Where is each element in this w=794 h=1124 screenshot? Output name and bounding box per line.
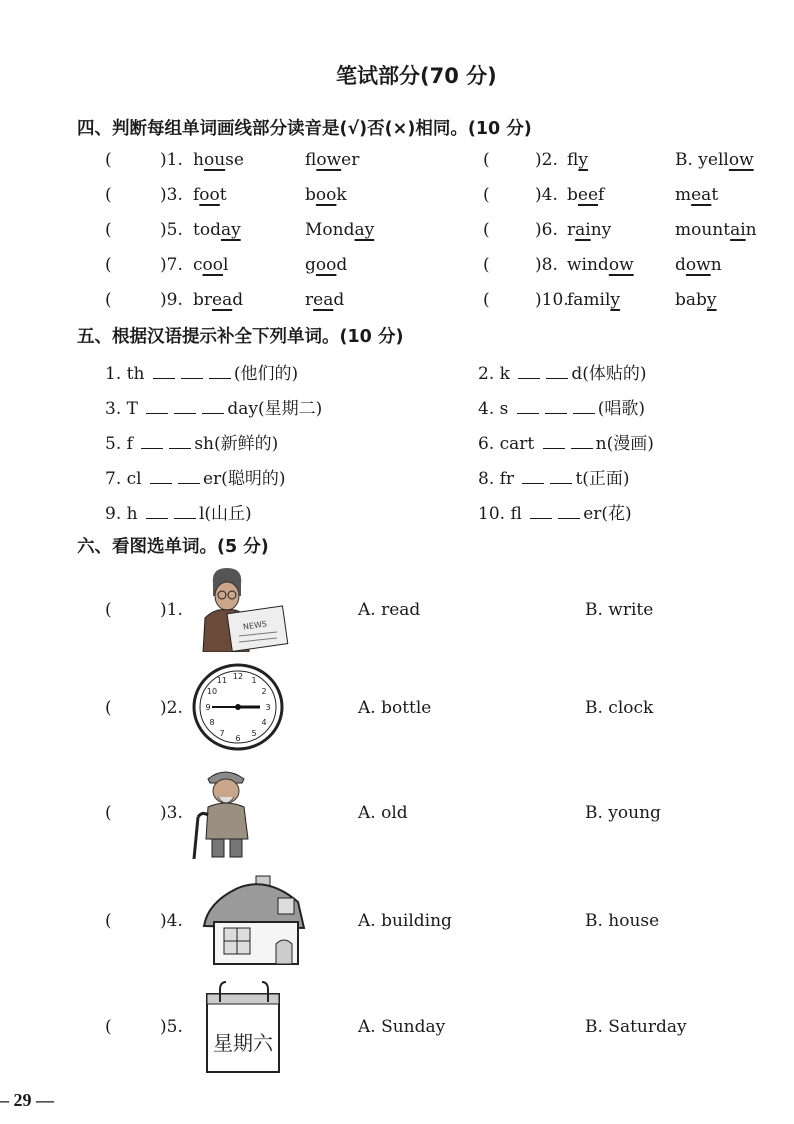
word-2 <box>305 255 347 275</box>
letter-blank[interactable] <box>169 434 191 449</box>
option-a[interactable]: A. building <box>358 911 452 931</box>
word-part: f <box>598 185 605 205</box>
word-part: n <box>710 255 722 275</box>
fill-in-item[interactable] <box>105 394 322 419</box>
answer-paren[interactable]: ( <box>105 600 112 620</box>
letter-blank[interactable] <box>550 469 572 484</box>
option-a[interactable]: A. Sunday <box>358 1017 446 1037</box>
item-number: )5. <box>160 220 183 240</box>
word-part: d <box>232 290 244 310</box>
letter-blank[interactable] <box>150 469 172 484</box>
svg-text:8: 8 <box>209 718 215 727</box>
answer-paren[interactable]: ( <box>483 220 490 240</box>
word-1 <box>567 185 604 205</box>
word-part: fl <box>305 150 317 170</box>
underlined-part: ou <box>203 150 226 170</box>
word-part: n <box>745 220 757 240</box>
section-6-heading: 六、看图选单词。(5 分) <box>77 537 269 557</box>
small-house-picture <box>198 872 310 968</box>
fill-in-item[interactable] <box>478 429 654 454</box>
word-start: 5. f <box>105 434 133 454</box>
word-part: t <box>711 185 719 205</box>
word-part: ny <box>590 220 612 240</box>
word-part: g <box>305 255 316 275</box>
option-b[interactable]: B. house <box>585 911 660 931</box>
word-part: Mond <box>305 220 355 240</box>
item-number: )7. <box>160 255 183 275</box>
fill-in-item[interactable] <box>105 429 278 454</box>
old-man-with-cane-picture <box>190 765 260 861</box>
word-start: 6. cart <box>478 434 535 454</box>
fill-in-item[interactable] <box>105 464 285 489</box>
svg-text:12: 12 <box>232 672 244 681</box>
letter-blank[interactable] <box>530 504 552 519</box>
word-part: bab <box>675 290 707 310</box>
item-number: )2. <box>160 698 183 718</box>
letter-blank[interactable] <box>545 399 567 414</box>
word-1 <box>567 220 611 240</box>
answer-paren[interactable]: ( <box>105 220 112 240</box>
underlined-part: ow <box>316 150 342 170</box>
underlined-part: ow <box>728 150 754 170</box>
word-end-and-hint: sh(新鲜的) <box>194 434 279 454</box>
fill-in-item[interactable] <box>105 359 298 384</box>
word-end-and-hint: t(正面) <box>575 469 630 489</box>
answer-paren[interactable]: ( <box>105 290 112 310</box>
answer-paren[interactable]: ( <box>105 698 112 718</box>
svg-text:NEWS: NEWS <box>242 619 268 632</box>
letter-blank[interactable] <box>546 364 568 379</box>
letter-blank[interactable] <box>517 399 539 414</box>
fill-in-item[interactable] <box>478 359 647 384</box>
fill-in-item[interactable] <box>478 394 645 419</box>
option-a[interactable]: A. bottle <box>358 698 432 718</box>
answer-paren[interactable]: ( <box>105 150 112 170</box>
wall-clock-picture <box>192 663 284 751</box>
item-number: )4. <box>535 185 558 205</box>
svg-text:11: 11 <box>216 676 228 685</box>
answer-paren[interactable]: ( <box>483 185 490 205</box>
word-2 <box>305 185 347 205</box>
item-number: )3. <box>160 185 183 205</box>
underlined-part: ea <box>212 290 233 310</box>
fill-in-item[interactable] <box>105 499 252 524</box>
word-part: famil <box>567 290 611 310</box>
letter-blank[interactable] <box>202 399 224 414</box>
word-1 <box>193 185 227 205</box>
underlined-part: ay <box>354 220 375 240</box>
answer-paren[interactable]: ( <box>483 255 490 275</box>
page-number: – 29 — <box>0 1090 54 1110</box>
word-2 <box>675 220 757 240</box>
word-part: d <box>333 290 345 310</box>
letter-blank[interactable] <box>518 364 540 379</box>
word-1 <box>193 290 243 310</box>
word-1 <box>567 255 634 275</box>
word-1 <box>193 255 228 275</box>
underlined-part: ow <box>608 255 634 275</box>
word-part: mount <box>675 220 731 240</box>
letter-blank[interactable] <box>543 434 565 449</box>
word-end-and-hint: d(体贴的) <box>571 364 647 384</box>
underlined-part: ai <box>730 220 746 240</box>
option-b[interactable]: B. Saturday <box>585 1017 687 1037</box>
letter-blank[interactable] <box>174 504 196 519</box>
word-part: er <box>341 150 360 170</box>
calendar-picture <box>204 980 284 1076</box>
word-1 <box>193 220 241 240</box>
word-end-and-hint: day(星期二) <box>227 399 323 419</box>
woman-reading-newspaper-picture <box>195 566 295 652</box>
fill-in-item[interactable] <box>478 464 630 489</box>
word-start: 9. h <box>105 504 138 524</box>
item-number: )6. <box>535 220 558 240</box>
letter-blank[interactable] <box>522 469 544 484</box>
word-end-and-hint: er(聪明的) <box>203 469 286 489</box>
page-title: 笔试部分(70 分) <box>336 64 497 88</box>
word-start: 2. k <box>478 364 510 384</box>
letter-blank[interactable] <box>558 504 580 519</box>
word-2 <box>305 290 344 310</box>
item-number: )4. <box>160 911 183 931</box>
option-b[interactable]: B. young <box>585 803 661 823</box>
letter-blank[interactable] <box>174 399 196 414</box>
word-2 <box>675 185 718 205</box>
item-number: )8. <box>535 255 558 275</box>
calendar-text: 星期六 <box>213 1031 273 1055</box>
word-part: br <box>193 290 213 310</box>
word-part: t <box>219 185 227 205</box>
item-number: )2. <box>535 150 558 170</box>
word-1 <box>567 150 588 170</box>
svg-text:7: 7 <box>219 729 225 738</box>
svg-text:2: 2 <box>261 687 267 696</box>
svg-text:1: 1 <box>251 676 257 685</box>
word-part: l <box>223 255 229 275</box>
word-1 <box>193 150 244 170</box>
word-part: k <box>336 185 347 205</box>
item-number: )3. <box>160 803 183 823</box>
underlined-part: oo <box>315 255 337 275</box>
word-part: fl <box>567 150 579 170</box>
word-start: 8. fr <box>478 469 515 489</box>
answer-paren[interactable]: ( <box>483 290 490 310</box>
answer-paren[interactable]: ( <box>105 185 112 205</box>
svg-text:5: 5 <box>251 729 257 738</box>
svg-text:6: 6 <box>235 734 241 743</box>
answer-paren[interactable]: ( <box>105 803 112 823</box>
word-part: m <box>675 185 692 205</box>
word-part: d <box>336 255 348 275</box>
letter-blank[interactable] <box>146 399 168 414</box>
word-part: tod <box>193 220 221 240</box>
svg-text:4: 4 <box>261 718 267 727</box>
letter-blank[interactable] <box>153 364 175 379</box>
option-a[interactable]: A. read <box>358 600 421 620</box>
letter-blank[interactable] <box>146 504 168 519</box>
underlined-part: ay <box>220 220 241 240</box>
answer-paren[interactable]: ( <box>105 1017 112 1037</box>
item-number: )1. <box>160 600 183 620</box>
letter-blank[interactable] <box>181 364 203 379</box>
underlined-part: y <box>610 290 621 310</box>
underlined-part: ea <box>313 290 334 310</box>
answer-paren[interactable]: ( <box>105 911 112 931</box>
option-a[interactable]: A. old <box>358 803 408 823</box>
word-end-and-hint: n(漫画) <box>595 434 654 454</box>
letter-blank[interactable] <box>571 434 593 449</box>
word-2 <box>675 255 722 275</box>
word-part: B. yell <box>675 150 729 170</box>
item-number: )1. <box>160 150 183 170</box>
word-start: 1. th <box>105 364 145 384</box>
page-number-value: 29 <box>13 1090 32 1110</box>
answer-paren[interactable]: ( <box>105 255 112 275</box>
letter-blank[interactable] <box>178 469 200 484</box>
word-end-and-hint: er(花) <box>583 504 632 524</box>
word-part: wind <box>567 255 609 275</box>
word-part: r <box>305 290 314 310</box>
word-part: b <box>567 185 578 205</box>
svg-text:3: 3 <box>265 703 271 712</box>
fill-in-item[interactable] <box>478 499 632 524</box>
word-start: 4. s <box>478 399 509 419</box>
underlined-part: ee <box>577 185 599 205</box>
underlined-part: ow <box>685 255 711 275</box>
underlined-part: oo <box>202 255 224 275</box>
word-end-and-hint: l(山丘) <box>198 504 252 524</box>
word-part: b <box>305 185 316 205</box>
underlined-part: ai <box>575 220 591 240</box>
letter-blank[interactable] <box>573 399 595 414</box>
word-start: 10. fl <box>478 504 522 524</box>
answer-paren[interactable]: ( <box>483 150 490 170</box>
underlined-part: y <box>578 150 588 170</box>
word-start: 3. T <box>105 399 138 419</box>
word-2 <box>675 150 754 170</box>
option-b[interactable]: B. clock <box>585 698 654 718</box>
word-2 <box>675 290 717 310</box>
underlined-part: oo <box>315 185 337 205</box>
word-2 <box>305 220 374 240</box>
letter-blank[interactable] <box>209 364 231 379</box>
svg-text:9: 9 <box>205 703 211 712</box>
underlined-part: y <box>706 290 717 310</box>
svg-text:10: 10 <box>206 687 218 696</box>
word-part: r <box>567 220 576 240</box>
item-number: )5. <box>160 1017 183 1037</box>
option-b[interactable]: B. write <box>585 600 654 620</box>
underlined-part: ea <box>691 185 712 205</box>
item-number: )10. <box>535 290 569 310</box>
item-number: )9. <box>160 290 183 310</box>
word-part: d <box>675 255 686 275</box>
letter-blank[interactable] <box>141 434 163 449</box>
word-1 <box>567 290 620 310</box>
word-part: se <box>225 150 244 170</box>
word-end-and-hint: (唱歌) <box>597 399 646 419</box>
word-2 <box>305 150 359 170</box>
word-part: f <box>193 185 200 205</box>
underlined-part: oo <box>199 185 220 205</box>
section-4-heading: 四、判断每组单词画线部分读音是(√)否(×)相同。(10 分) <box>77 119 532 139</box>
word-start: 7. cl <box>105 469 142 489</box>
section-5-heading: 五、根据汉语提示补全下列单词。(10 分) <box>77 327 404 347</box>
word-part: c <box>193 255 203 275</box>
word-end-and-hint: (他们的) <box>233 364 299 384</box>
word-part: h <box>193 150 204 170</box>
